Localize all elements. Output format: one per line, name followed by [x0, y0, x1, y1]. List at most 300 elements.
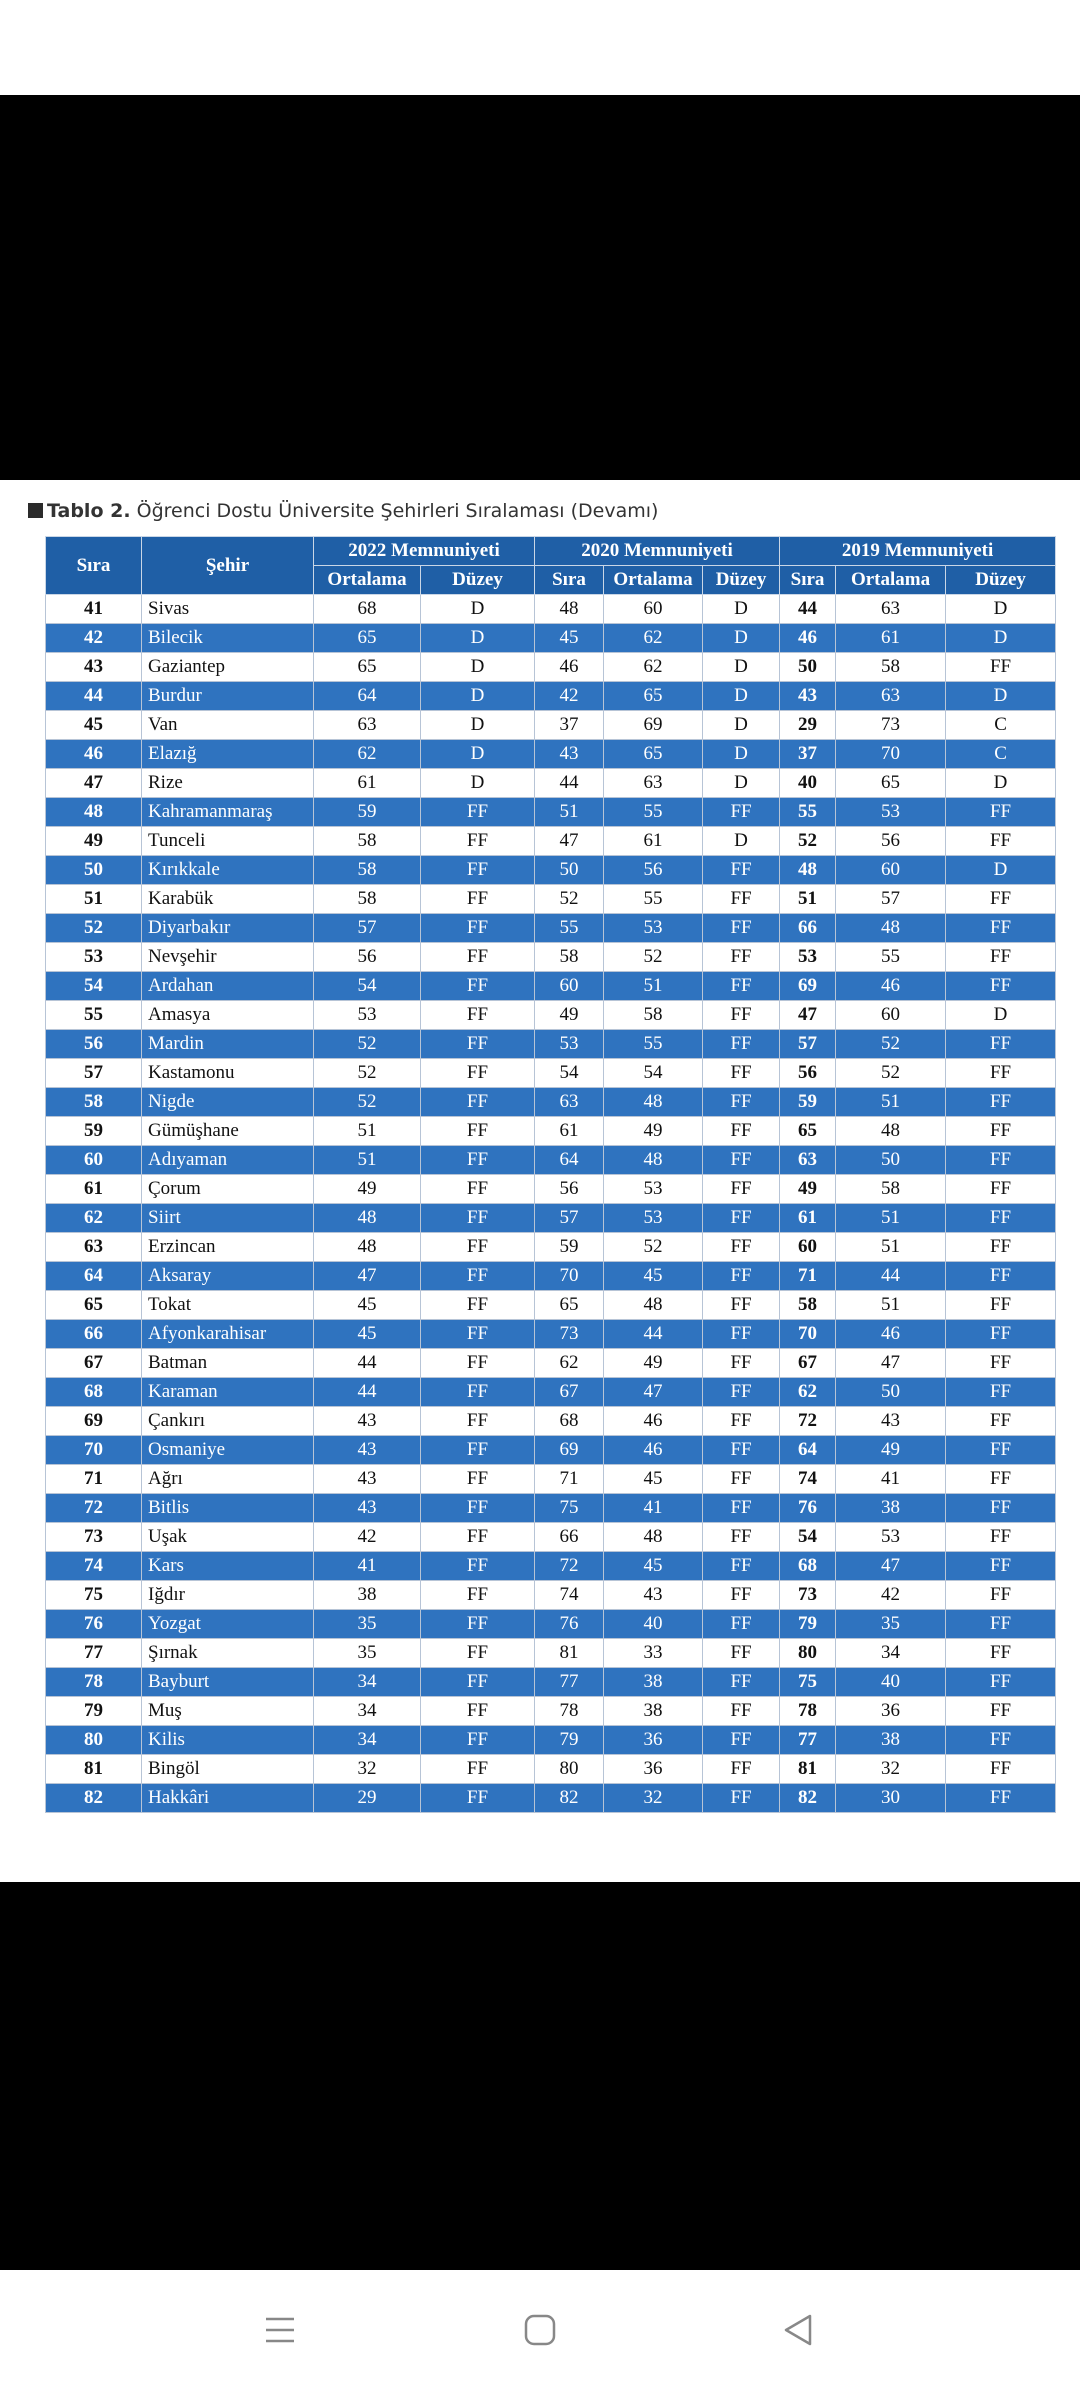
cell-2020-sira: 62 [535, 1349, 604, 1378]
cell-2022-ortalama: 34 [314, 1668, 421, 1697]
cell-rank: 70 [46, 1436, 142, 1465]
cell-city: Kars [142, 1552, 314, 1581]
cell-2020-duzey: D [703, 711, 780, 740]
cell-2022-ortalama: 56 [314, 943, 421, 972]
cell-2019-duzey: FF [946, 1523, 1056, 1552]
table-row [46, 1204, 1056, 1233]
table-row [46, 1320, 1056, 1349]
cell-2020-duzey: FF [703, 856, 780, 885]
cell-2020-sira: 45 [535, 624, 604, 653]
table-row [46, 624, 1056, 653]
cell-2022-ortalama: 34 [314, 1697, 421, 1726]
cell-2022-ortalama: 59 [314, 798, 421, 827]
subheader-2019-duzey: Düzey [946, 566, 1056, 595]
cell-2020-ortalama: 48 [604, 1146, 703, 1175]
cell-2020-ortalama: 38 [604, 1697, 703, 1726]
cell-2019-ortalama: 38 [836, 1726, 946, 1755]
cell-2019-sira: 73 [780, 1581, 836, 1610]
table-row [46, 682, 1056, 711]
cell-2020-sira: 44 [535, 769, 604, 798]
cell-rank: 62 [46, 1204, 142, 1233]
cell-2020-ortalama: 38 [604, 1668, 703, 1697]
cell-2022-ortalama: 52 [314, 1088, 421, 1117]
table-row [46, 885, 1056, 914]
cell-2022-ortalama: 45 [314, 1320, 421, 1349]
cell-rank: 73 [46, 1523, 142, 1552]
cell-2020-sira: 51 [535, 798, 604, 827]
cell-2022-duzey: FF [421, 914, 535, 943]
cell-rank: 79 [46, 1697, 142, 1726]
cell-2020-sira: 61 [535, 1117, 604, 1146]
cell-city: Çankırı [142, 1407, 314, 1436]
cell-2019-ortalama: 63 [836, 682, 946, 711]
cell-2020-sira: 52 [535, 885, 604, 914]
cell-2019-sira: 74 [780, 1465, 836, 1494]
table-row [46, 1639, 1056, 1668]
cell-2019-sira: 50 [780, 653, 836, 682]
cell-2019-ortalama: 50 [836, 1378, 946, 1407]
table-row [46, 1088, 1056, 1117]
cell-2020-duzey: FF [703, 1204, 780, 1233]
cell-2019-duzey: FF [946, 1320, 1056, 1349]
cell-2022-duzey: FF [421, 1639, 535, 1668]
table-row [46, 1784, 1056, 1813]
cell-2019-sira: 63 [780, 1146, 836, 1175]
cell-2022-ortalama: 51 [314, 1146, 421, 1175]
header-2019: 2019 Memnuniyeti [780, 537, 1056, 566]
cell-2019-sira: 65 [780, 1117, 836, 1146]
cell-2022-ortalama: 51 [314, 1117, 421, 1146]
cell-2020-sira: 49 [535, 1001, 604, 1030]
cell-2019-sira: 69 [780, 972, 836, 1001]
cell-2020-ortalama: 55 [604, 885, 703, 914]
cell-2019-duzey: FF [946, 827, 1056, 856]
cell-rank: 64 [46, 1262, 142, 1291]
cell-2019-sira: 62 [780, 1378, 836, 1407]
table-row [46, 1668, 1056, 1697]
cell-2019-sira: 79 [780, 1610, 836, 1639]
cell-rank: 55 [46, 1001, 142, 1030]
cell-2019-ortalama: 49 [836, 1436, 946, 1465]
cell-city: Tunceli [142, 827, 314, 856]
cell-2019-duzey: FF [946, 1088, 1056, 1117]
cell-2020-ortalama: 32 [604, 1784, 703, 1813]
cell-city: Afyonkarahisar [142, 1320, 314, 1349]
cell-2022-duzey: D [421, 595, 535, 624]
cell-2022-duzey: FF [421, 1407, 535, 1436]
cell-city: Uşak [142, 1523, 314, 1552]
cell-2020-sira: 53 [535, 1030, 604, 1059]
cell-rank: 47 [46, 769, 142, 798]
table-row [46, 827, 1056, 856]
cell-2022-ortalama: 29 [314, 1784, 421, 1813]
cell-2022-ortalama: 58 [314, 827, 421, 856]
cell-2020-sira: 77 [535, 1668, 604, 1697]
cell-2019-sira: 29 [780, 711, 836, 740]
cell-2020-sira: 74 [535, 1581, 604, 1610]
cell-city: Siirt [142, 1204, 314, 1233]
cell-2019-sira: 49 [780, 1175, 836, 1204]
cell-city: Hakkâri [142, 1784, 314, 1813]
cell-2019-ortalama: 35 [836, 1610, 946, 1639]
cell-2020-duzey: FF [703, 1407, 780, 1436]
cell-2019-duzey: FF [946, 1668, 1056, 1697]
cell-2020-duzey: FF [703, 1552, 780, 1581]
cell-2020-duzey: FF [703, 1378, 780, 1407]
cell-rank: 52 [46, 914, 142, 943]
cell-rank: 58 [46, 1088, 142, 1117]
cell-2020-sira: 73 [535, 1320, 604, 1349]
cell-2020-sira: 60 [535, 972, 604, 1001]
table-body [46, 595, 1056, 1813]
cell-rank: 41 [46, 595, 142, 624]
cell-2020-ortalama: 45 [604, 1552, 703, 1581]
cell-2020-sira: 47 [535, 827, 604, 856]
subheader-2020-ortalama: Ortalama [604, 566, 703, 595]
cell-2019-duzey: D [946, 1001, 1056, 1030]
cell-rank: 82 [46, 1784, 142, 1813]
cell-2022-ortalama: 35 [314, 1639, 421, 1668]
cell-2020-ortalama: 52 [604, 1233, 703, 1262]
cell-2019-duzey: C [946, 740, 1056, 769]
cell-2020-ortalama: 53 [604, 1204, 703, 1233]
cell-2020-ortalama: 60 [604, 595, 703, 624]
cell-2019-duzey: FF [946, 1581, 1056, 1610]
cell-2019-duzey: FF [946, 1117, 1056, 1146]
cell-2019-ortalama: 73 [836, 711, 946, 740]
cell-2022-duzey: FF [421, 1378, 535, 1407]
cell-2019-duzey: FF [946, 1610, 1056, 1639]
cell-2019-sira: 44 [780, 595, 836, 624]
cell-2022-duzey: FF [421, 1523, 535, 1552]
cell-2019-sira: 60 [780, 1233, 836, 1262]
cell-city: Tokat [142, 1291, 314, 1320]
cell-2020-duzey: FF [703, 1291, 780, 1320]
cell-2020-duzey: FF [703, 1030, 780, 1059]
cell-2020-sira: 78 [535, 1697, 604, 1726]
image-letterbox-top [0, 95, 1080, 480]
cell-2019-sira: 37 [780, 740, 836, 769]
cell-2022-ortalama: 48 [314, 1204, 421, 1233]
cell-2019-duzey: FF [946, 1378, 1056, 1407]
cell-rank: 60 [46, 1146, 142, 1175]
cell-2022-ortalama: 32 [314, 1755, 421, 1784]
cell-2020-sira: 56 [535, 1175, 604, 1204]
cell-2020-sira: 54 [535, 1059, 604, 1088]
cell-2019-sira: 56 [780, 1059, 836, 1088]
cell-2019-duzey: FF [946, 1639, 1056, 1668]
cell-city: Kastamonu [142, 1059, 314, 1088]
cell-2019-ortalama: 46 [836, 1320, 946, 1349]
cell-2022-ortalama: 43 [314, 1494, 421, 1523]
cell-2019-duzey: FF [946, 1755, 1056, 1784]
cell-2022-duzey: D [421, 711, 535, 740]
cell-2022-ortalama: 65 [314, 624, 421, 653]
cell-2019-duzey: FF [946, 1146, 1056, 1175]
cell-2019-duzey: FF [946, 1175, 1056, 1204]
table-row [46, 1610, 1056, 1639]
cell-2019-duzey: FF [946, 1784, 1056, 1813]
cell-city: Adıyaman [142, 1146, 314, 1175]
cell-rank: 48 [46, 798, 142, 827]
cell-2022-ortalama: 48 [314, 1233, 421, 1262]
cell-2020-sira: 42 [535, 682, 604, 711]
cell-2019-sira: 80 [780, 1639, 836, 1668]
cell-2019-sira: 75 [780, 1668, 836, 1697]
table-row [46, 740, 1056, 769]
cell-2022-duzey: FF [421, 1465, 535, 1494]
table-row [46, 1697, 1056, 1726]
cell-city: Ağrı [142, 1465, 314, 1494]
recents-button[interactable] [250, 2300, 310, 2360]
cell-2019-ortalama: 48 [836, 914, 946, 943]
cell-2020-duzey: FF [703, 1494, 780, 1523]
cell-2019-ortalama: 32 [836, 1755, 946, 1784]
cell-2020-sira: 80 [535, 1755, 604, 1784]
cell-2019-ortalama: 44 [836, 1262, 946, 1291]
cell-2022-ortalama: 49 [314, 1175, 421, 1204]
cell-city: Karabük [142, 885, 314, 914]
cell-2020-duzey: FF [703, 1001, 780, 1030]
cell-2022-duzey: FF [421, 1581, 535, 1610]
table-row [46, 1407, 1056, 1436]
cell-2020-duzey: FF [703, 1175, 780, 1204]
cell-2020-sira: 76 [535, 1610, 604, 1639]
table-row [46, 1291, 1056, 1320]
cell-city: Rize [142, 769, 314, 798]
cell-2022-duzey: FF [421, 1668, 535, 1697]
cell-city: Amasya [142, 1001, 314, 1030]
cell-2019-ortalama: 43 [836, 1407, 946, 1436]
cell-2022-ortalama: 52 [314, 1030, 421, 1059]
cell-2019-sira: 81 [780, 1755, 836, 1784]
cell-rank: 56 [46, 1030, 142, 1059]
cell-2019-ortalama: 56 [836, 827, 946, 856]
cell-2022-duzey: FF [421, 827, 535, 856]
cell-2022-ortalama: 41 [314, 1552, 421, 1581]
cell-2020-duzey: FF [703, 1465, 780, 1494]
cell-2020-sira: 64 [535, 1146, 604, 1175]
cell-2019-duzey: FF [946, 1465, 1056, 1494]
cell-2019-sira: 61 [780, 1204, 836, 1233]
cell-2019-duzey: FF [946, 653, 1056, 682]
cell-2019-duzey: FF [946, 885, 1056, 914]
cell-city: Nevşehir [142, 943, 314, 972]
table-title-prefix: Tablo 2. [47, 500, 131, 522]
table-row [46, 1262, 1056, 1291]
cell-2020-duzey: FF [703, 1436, 780, 1465]
cell-2019-ortalama: 51 [836, 1233, 946, 1262]
cell-rank: 45 [46, 711, 142, 740]
cell-2022-ortalama: 35 [314, 1610, 421, 1639]
cell-rank: 77 [46, 1639, 142, 1668]
cell-2020-duzey: FF [703, 885, 780, 914]
cell-rank: 65 [46, 1291, 142, 1320]
cell-2020-duzey: FF [703, 1697, 780, 1726]
cell-2020-sira: 58 [535, 943, 604, 972]
cell-city: Gümüşhane [142, 1117, 314, 1146]
cell-2019-sira: 58 [780, 1291, 836, 1320]
cell-2022-duzey: FF [421, 1349, 535, 1378]
cell-rank: 53 [46, 943, 142, 972]
status-area [0, 0, 1080, 95]
table-row [46, 943, 1056, 972]
cell-2019-sira: 68 [780, 1552, 836, 1581]
cell-city: Bayburt [142, 1668, 314, 1697]
cell-2020-sira: 55 [535, 914, 604, 943]
home-button[interactable] [510, 2300, 570, 2360]
cell-city: Çorum [142, 1175, 314, 1204]
cell-2020-ortalama: 51 [604, 972, 703, 1001]
table-row [46, 972, 1056, 1001]
cell-rank: 42 [46, 624, 142, 653]
cell-2019-ortalama: 57 [836, 885, 946, 914]
cell-2020-duzey: FF [703, 1320, 780, 1349]
table-row [46, 595, 1056, 624]
cell-city: Iğdır [142, 1581, 314, 1610]
cell-2020-ortalama: 62 [604, 653, 703, 682]
cell-2019-sira: 46 [780, 624, 836, 653]
bullet-square-icon [28, 503, 43, 518]
ranking-table [45, 536, 1056, 1813]
cell-2020-sira: 67 [535, 1378, 604, 1407]
cell-2022-duzey: FF [421, 1262, 535, 1291]
cell-2019-ortalama: 61 [836, 624, 946, 653]
cell-2019-ortalama: 58 [836, 1175, 946, 1204]
cell-2019-sira: 43 [780, 682, 836, 711]
cell-2020-sira: 63 [535, 1088, 604, 1117]
cell-2022-ortalama: 52 [314, 1059, 421, 1088]
cell-rank: 61 [46, 1175, 142, 1204]
cell-2020-duzey: FF [703, 1088, 780, 1117]
cell-2020-ortalama: 36 [604, 1755, 703, 1784]
cell-2022-duzey: FF [421, 1001, 535, 1030]
cell-2022-duzey: FF [421, 1233, 535, 1262]
cell-2020-duzey: FF [703, 798, 780, 827]
cell-2022-ortalama: 54 [314, 972, 421, 1001]
cell-2019-sira: 47 [780, 1001, 836, 1030]
cell-2020-ortalama: 45 [604, 1262, 703, 1291]
cell-2022-duzey: D [421, 624, 535, 653]
cell-2022-ortalama: 47 [314, 1262, 421, 1291]
cell-2022-ortalama: 58 [314, 885, 421, 914]
table-row [46, 798, 1056, 827]
cell-2020-duzey: D [703, 653, 780, 682]
cell-2020-ortalama: 46 [604, 1436, 703, 1465]
cell-2020-duzey: D [703, 827, 780, 856]
cell-rank: 51 [46, 885, 142, 914]
subheader-2020-duzey: Düzey [703, 566, 780, 595]
cell-2022-duzey: FF [421, 1697, 535, 1726]
table-row [46, 1378, 1056, 1407]
cell-2020-ortalama: 40 [604, 1610, 703, 1639]
cell-2020-ortalama: 49 [604, 1117, 703, 1146]
cell-2020-ortalama: 58 [604, 1001, 703, 1030]
cell-2020-duzey: FF [703, 1581, 780, 1610]
cell-2019-sira: 53 [780, 943, 836, 972]
cell-2022-duzey: FF [421, 1610, 535, 1639]
cell-2019-ortalama: 53 [836, 1523, 946, 1552]
cell-city: Sivas [142, 595, 314, 624]
cell-2020-ortalama: 43 [604, 1581, 703, 1610]
cell-2019-sira: 70 [780, 1320, 836, 1349]
cell-2019-duzey: D [946, 769, 1056, 798]
cell-2019-ortalama: 50 [836, 1146, 946, 1175]
cell-rank: 69 [46, 1407, 142, 1436]
table-row [46, 1146, 1056, 1175]
subheader-2022-ortalama: Ortalama [314, 566, 421, 595]
cell-2022-duzey: FF [421, 1175, 535, 1204]
cell-2022-duzey: FF [421, 798, 535, 827]
cell-city: Batman [142, 1349, 314, 1378]
cell-2020-sira: 66 [535, 1523, 604, 1552]
cell-city: Şırnak [142, 1639, 314, 1668]
cell-rank: 50 [46, 856, 142, 885]
cell-2020-duzey: FF [703, 1639, 780, 1668]
table-row [46, 1552, 1056, 1581]
cell-city: Burdur [142, 682, 314, 711]
cell-city: Erzincan [142, 1233, 314, 1262]
cell-rank: 72 [46, 1494, 142, 1523]
table-row [46, 653, 1056, 682]
image-letterbox-bottom [0, 1882, 1080, 2270]
table-header-row [46, 537, 1056, 566]
cell-2022-ortalama: 63 [314, 711, 421, 740]
cell-2019-duzey: D [946, 856, 1056, 885]
cell-2022-duzey: FF [421, 1088, 535, 1117]
table-row [46, 1117, 1056, 1146]
cell-2019-sira: 77 [780, 1726, 836, 1755]
cell-2020-ortalama: 54 [604, 1059, 703, 1088]
back-button[interactable] [768, 2300, 828, 2360]
cell-2022-ortalama: 53 [314, 1001, 421, 1030]
cell-2019-sira: 48 [780, 856, 836, 885]
cell-2019-duzey: D [946, 682, 1056, 711]
cell-2022-duzey: FF [421, 1059, 535, 1088]
cell-2019-duzey: FF [946, 1726, 1056, 1755]
cell-2020-sira: 71 [535, 1465, 604, 1494]
cell-2020-ortalama: 36 [604, 1726, 703, 1755]
cell-2019-ortalama: 60 [836, 1001, 946, 1030]
cell-2022-duzey: FF [421, 1204, 535, 1233]
cell-rank: 80 [46, 1726, 142, 1755]
cell-2019-sira: 67 [780, 1349, 836, 1378]
cell-2022-duzey: FF [421, 1494, 535, 1523]
table-row [46, 1726, 1056, 1755]
cell-2019-sira: 52 [780, 827, 836, 856]
cell-2019-ortalama: 52 [836, 1030, 946, 1059]
cell-rank: 75 [46, 1581, 142, 1610]
cell-2020-ortalama: 41 [604, 1494, 703, 1523]
cell-2022-duzey: FF [421, 1117, 535, 1146]
cell-2020-ortalama: 48 [604, 1088, 703, 1117]
cell-2020-sira: 69 [535, 1436, 604, 1465]
cell-city: Kırıkkale [142, 856, 314, 885]
cell-2022-ortalama: 58 [314, 856, 421, 885]
cell-rank: 74 [46, 1552, 142, 1581]
cell-2019-sira: 82 [780, 1784, 836, 1813]
cell-2020-duzey: FF [703, 1668, 780, 1697]
cell-2019-duzey: FF [946, 943, 1056, 972]
cell-2019-duzey: C [946, 711, 1056, 740]
cell-2019-duzey: FF [946, 1233, 1056, 1262]
cell-2020-ortalama: 69 [604, 711, 703, 740]
cell-2020-ortalama: 53 [604, 1175, 703, 1204]
cell-2020-ortalama: 55 [604, 1030, 703, 1059]
cell-2022-duzey: FF [421, 856, 535, 885]
cell-city: Karaman [142, 1378, 314, 1407]
cell-2019-duzey: FF [946, 1204, 1056, 1233]
